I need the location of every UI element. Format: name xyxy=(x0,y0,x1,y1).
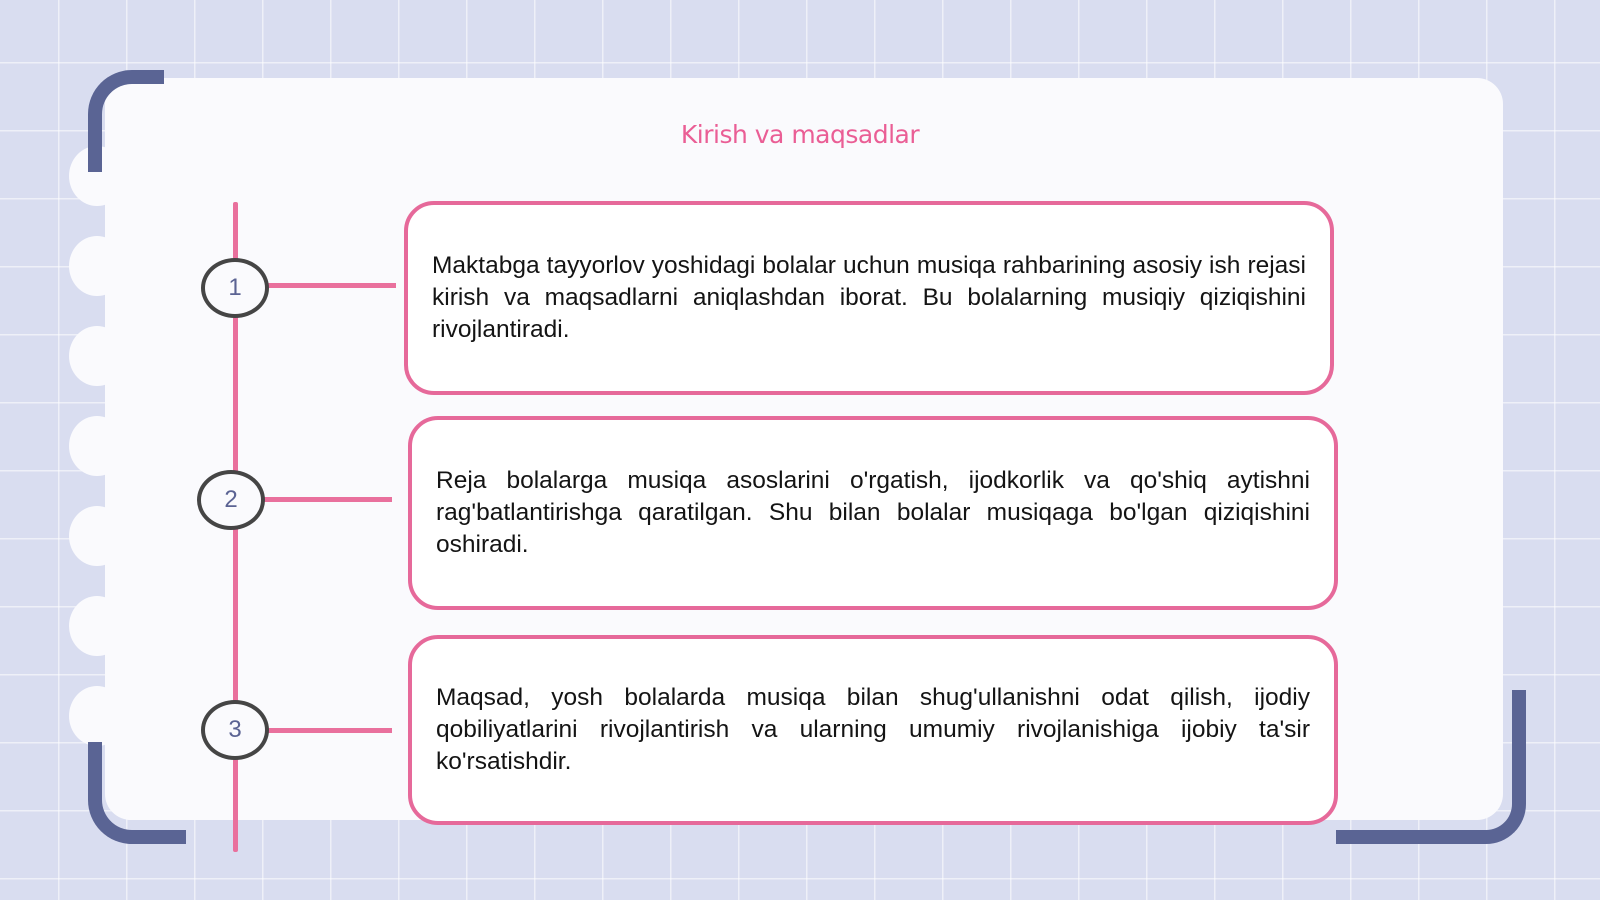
slide-title: Kirish va maqsadlar xyxy=(680,120,920,149)
text-box-1-text: Maktabga tayyorlov yoshidagi bolalar uchun musiqa rahbarining asosiy ish rejasi kirish va maqsadlarni aniqlashdan iborat. Bu bolalarning musiqiy qiziqishini rivojlantiradi. xyxy=(432,252,1306,343)
text-box-3-text: Maqsad, yosh bolalarda musiqa bilan shug'ullanishni odat qilish, ijodiy qobiliyatlarini rivojlantirish va ularning umumiy rivojlanishiga ijobiy ta'sir ko'rsatishdir. xyxy=(436,684,1310,775)
corner-bracket-top-left xyxy=(88,70,164,172)
timeline-connector xyxy=(264,497,392,502)
card-scallop xyxy=(69,506,125,566)
card-scallop xyxy=(69,236,125,296)
text-box-2-text: Reja bolalarga musiqa asoslarini o'rgatish, ijodkorlik va qo'shiq aytishni rag'batlantirishga qaratilgan. Shu bilan bolalar musiqaga bo'lgan qiziqishini oshiradi. xyxy=(436,467,1310,558)
timeline-connector xyxy=(268,283,396,288)
card-scallop xyxy=(69,416,125,476)
text-box-3 xyxy=(408,635,1338,825)
text-box-2 xyxy=(408,416,1338,610)
timeline-marker-1: 1 xyxy=(201,258,269,318)
corner-bracket-bottom-left xyxy=(88,742,186,844)
corner-bracket-bottom-right xyxy=(1336,690,1526,844)
timeline-marker-3: 3 xyxy=(201,700,269,760)
card-scallop xyxy=(69,686,125,746)
timeline-marker-2: 2 xyxy=(197,470,265,530)
timeline-connector xyxy=(268,728,392,733)
card-scallop xyxy=(69,326,125,386)
card-scallop xyxy=(69,596,125,656)
text-box-1 xyxy=(404,201,1334,395)
